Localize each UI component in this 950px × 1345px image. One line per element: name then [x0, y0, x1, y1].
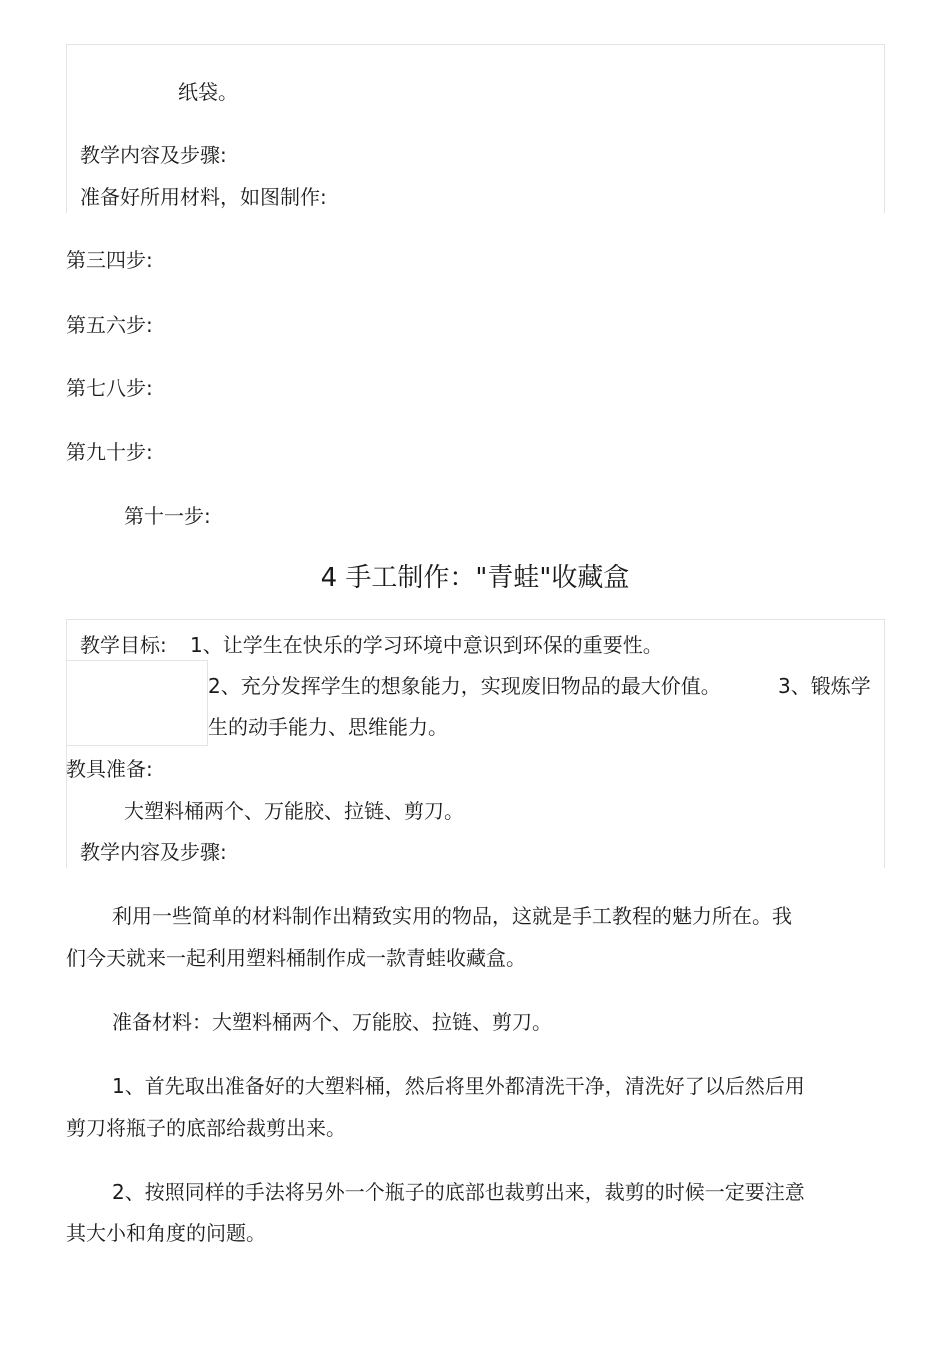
materials-paragraph: 准备材料：大塑料桶两个、万能胶、拉链、剪刀。	[112, 1010, 552, 1034]
step-7-8-label: 第七八步:	[66, 376, 153, 400]
content-steps-label: 教学内容及步骤:	[80, 143, 227, 167]
tools-label: 教具准备:	[66, 757, 153, 781]
objective-3-start: 3、锻炼学	[778, 674, 871, 698]
step-9-10-label: 第九十步:	[66, 440, 153, 464]
objective-3-end: 生的动手能力、思维能力。	[208, 715, 448, 739]
objectives-label: 教学目标:	[80, 633, 167, 657]
step-1-line-1: 1、首先取出准备好的大塑料桶，然后将里外都清洗干净，清洗好了以后然后用	[112, 1074, 805, 1098]
prepare-materials-line: 准备好所用材料，如图制作:	[80, 185, 327, 209]
step-3-4-label: 第三四步:	[66, 248, 153, 272]
lesson-title: 4 手工制作："青蛙"收藏盒	[320, 563, 630, 593]
empty-table-cell	[66, 660, 208, 746]
step-2-line-2: 其大小和角度的问题。	[66, 1221, 266, 1245]
tools-list: 大塑料桶两个、万能胶、拉链、剪刀。	[124, 799, 464, 823]
objective-2: 2、充分发挥学生的想象能力，实现废旧物品的最大价值。	[208, 674, 721, 698]
objective-1: 1、让学生在快乐的学习环境中意识到环保的重要性。	[190, 633, 663, 657]
step-2-line-1: 2、按照同样的手法将另外一个瓶子的底部也裁剪出来，裁剪的时候一定要注意	[112, 1180, 805, 1204]
step-1-line-2: 剪刀将瓶子的底部给裁剪出来。	[66, 1116, 346, 1140]
lesson-content-steps-label: 教学内容及步骤:	[80, 840, 227, 864]
step-11-label: 第十一步:	[124, 504, 211, 528]
step-5-6-label: 第五六步:	[66, 313, 153, 337]
paper-bag-text: 纸袋。	[178, 80, 238, 104]
intro-paragraph-line-1: 利用一些简单的材料制作出精致实用的物品，这就是手工教程的魅力所在。我	[112, 904, 792, 928]
intro-paragraph-line-2: 们今天就来一起利用塑料桶制作成一款青蛙收藏盒。	[66, 946, 526, 970]
